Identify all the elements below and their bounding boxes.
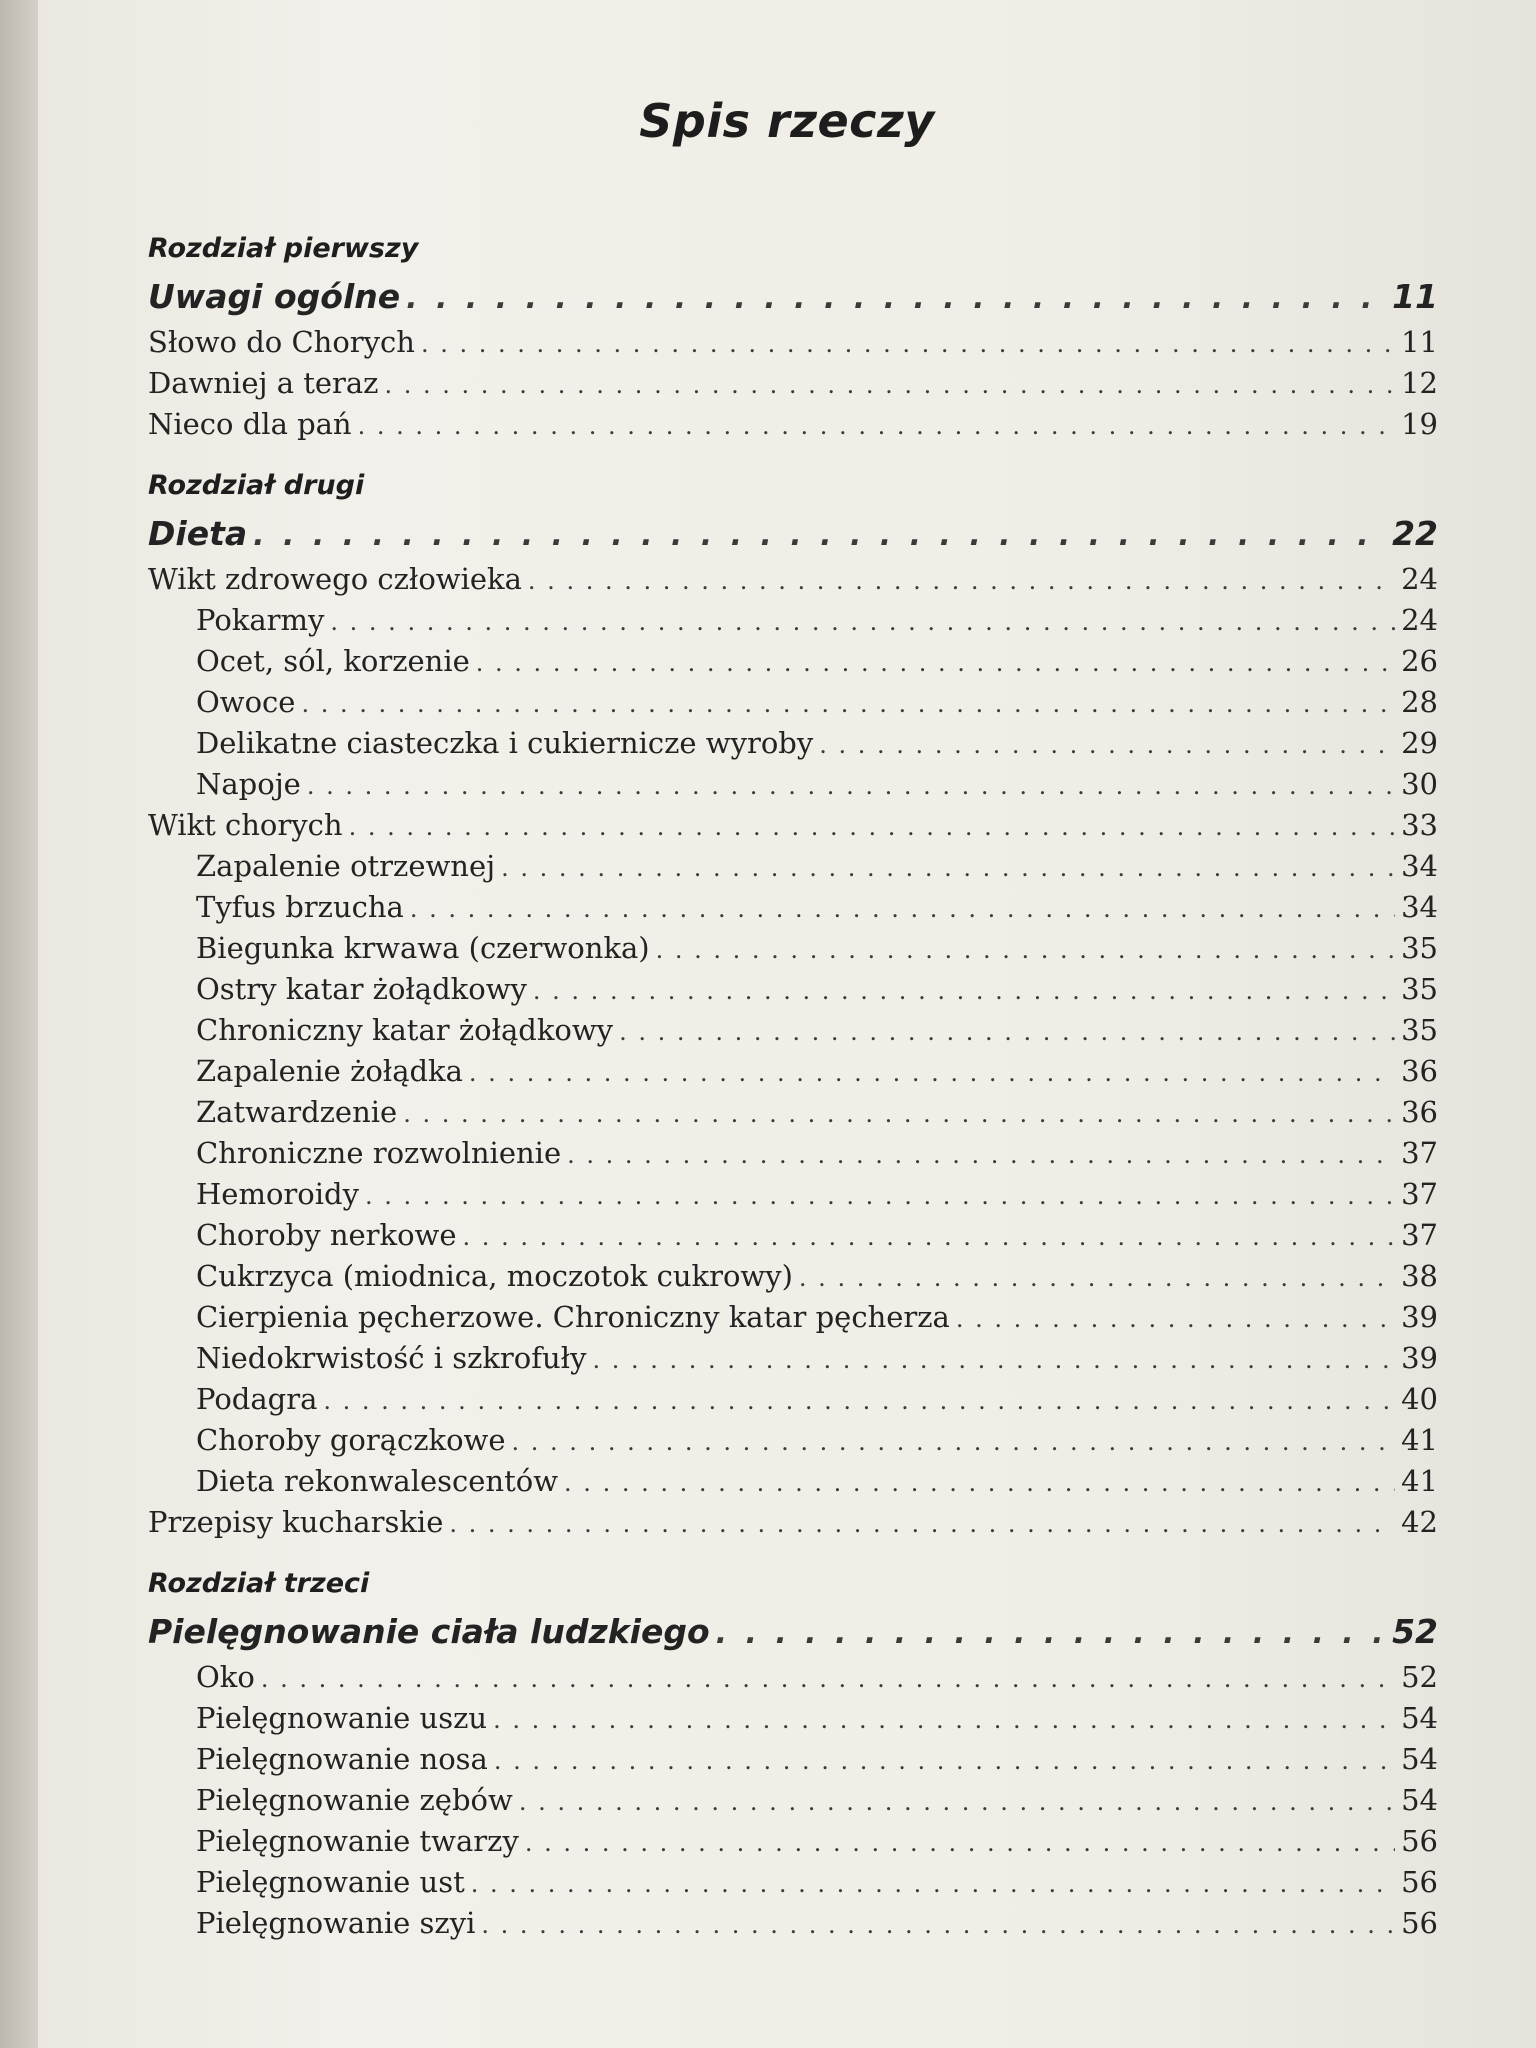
toc-entry [148,363,1438,404]
toc-entry [148,723,1438,764]
toc-entry-title: Pokarmy [196,603,325,637]
chapter-title-row [148,509,1438,559]
leader-dots [365,1176,1395,1217]
leader-dots [519,1782,1395,1823]
leader-dots [619,1012,1395,1053]
toc-entry [148,969,1438,1010]
leader-dots [384,365,1395,406]
toc-entry-title: Cierpienia pęcherzowe. Chroniczny katar pęcherza [196,1300,950,1334]
toc-entry [148,1821,1438,1862]
toc-entry-page-number: 37 [1401,1136,1438,1170]
leader-dots [406,274,1386,324]
toc-entry [148,1739,1438,1780]
toc-entry-title: Zapalenie otrzewnej [196,849,496,883]
toc-entry-page-number: 33 [1401,808,1438,842]
toc-entry [148,1010,1438,1051]
toc-entry-title: Cukrzyca (miodnica, moczotok cukrowy) [196,1259,793,1293]
toc-entry-page-number: 52 [1401,1660,1438,1694]
toc-entry [148,764,1438,805]
toc-entry [148,1051,1438,1092]
leader-dots [463,1217,1396,1258]
toc-entry-page-number: 40 [1401,1382,1438,1416]
table-of-contents [148,226,1438,1944]
chapter-page-number: 22 [1392,514,1438,553]
toc-entry [148,559,1438,600]
toc-entry-page-number: 41 [1401,1423,1438,1457]
leader-dots [567,1135,1395,1176]
chapter-label: Rozdział drugi [148,470,365,501]
toc-entry-page-number: 26 [1401,644,1438,678]
toc-entry-page-number: 30 [1401,767,1438,801]
toc-entry-title: Wikt zdrowego człowieka [148,562,522,596]
toc-entry [148,1502,1438,1543]
toc-entry-title: Podagra [196,1382,318,1416]
leader-dots [494,1741,1395,1782]
toc-entry-page-number: 39 [1401,1300,1438,1334]
toc-entry-page-number: 36 [1401,1054,1438,1088]
toc-entry [148,1657,1438,1698]
toc-entry-page-number: 35 [1401,931,1438,965]
toc-entry-page-number: 42 [1401,1505,1438,1539]
leader-dots [533,971,1395,1012]
toc-entry-page-number: 34 [1401,890,1438,924]
toc-entry [148,1780,1438,1821]
toc-entry-page-number: 38 [1401,1259,1438,1293]
leader-dots [253,511,1386,561]
toc-entry [148,1215,1438,1256]
toc-entry-title: Pielęgnowanie nosa [196,1742,488,1776]
toc-entry [148,928,1438,969]
toc-entry-title: Delikatne ciasteczka i cukiernicze wyroby [196,726,814,760]
chapter-title: Uwagi ogólne [148,277,401,316]
toc-entry-title: Niedokrwistość i szkrofuły [196,1341,587,1375]
toc-entry [148,600,1438,641]
leader-dots [481,1905,1395,1946]
book-gutter [0,0,38,2048]
toc-entry-page-number: 56 [1401,1865,1438,1899]
chapter-title: Dieta [148,514,248,553]
toc-entry [148,1903,1438,1944]
leader-dots [323,1381,1395,1422]
toc-entry-title: Pielęgnowanie szyi [196,1906,476,1940]
toc-entry [148,404,1438,445]
toc-entry [148,1092,1438,1133]
leader-dots [564,1463,1395,1504]
toc-entry-title: Pielęgnowanie twarzy [196,1824,519,1858]
toc-entry [148,1256,1438,1297]
toc-entry-title: Ocet, sól, korzenie [196,644,470,678]
toc-entry-title: Pielęgnowanie uszu [196,1701,488,1735]
toc-entry-page-number: 28 [1401,685,1438,719]
toc-entry-title: Hemoroidy [196,1177,359,1211]
toc-entry [148,1698,1438,1739]
toc-entry-page-number: 54 [1401,1701,1438,1735]
toc-entry [148,846,1438,887]
toc-entry [148,1297,1438,1338]
toc-entry-title: Tyfus brzucha [196,890,404,924]
toc-entry-title: Ostry katar żołądkowy [196,972,527,1006]
toc-entry-title: Choroby nerkowe [196,1218,457,1252]
leader-dots [592,1340,1395,1381]
toc-entry-page-number: 54 [1401,1783,1438,1817]
book-page [38,0,1536,2048]
toc-entry-title: Choroby gorączkowe [196,1423,506,1457]
toc-entry-page-number: 54 [1401,1742,1438,1776]
leader-dots [469,1053,1395,1094]
leader-dots [261,1659,1395,1700]
toc-entry [148,1379,1438,1420]
leader-dots [501,848,1395,889]
toc-entry [148,1338,1438,1379]
toc-entry [148,1133,1438,1174]
chapter-label: Rozdział pierwszy [148,233,419,264]
toc-entry-title: Oko [196,1660,255,1694]
toc-entry-page-number: 35 [1401,972,1438,1006]
leader-dots [799,1258,1395,1299]
leader-dots [471,1864,1395,1905]
toc-entry-page-number: 56 [1401,1824,1438,1858]
toc-entry-page-number: 41 [1401,1464,1438,1498]
toc-entry [148,322,1438,363]
leader-dots [349,807,1396,848]
toc-entry-title: Pielęgnowanie ust [196,1865,465,1899]
leader-dots [410,889,1395,930]
page-title: Spis rzeczy [639,94,935,148]
toc-entry-title: Napoje [196,767,301,801]
leader-dots [956,1299,1395,1340]
leader-dots [525,1823,1395,1864]
leader-dots [449,1504,1395,1545]
toc-entry [148,1174,1438,1215]
toc-entry [148,682,1438,723]
leader-dots [301,684,1395,725]
toc-entry-title: Biegunka krwawa (czerwonka) [196,931,650,965]
leader-dots [358,406,1395,447]
chapter-page-number: 52 [1392,1612,1438,1651]
toc-entry-title: Chroniczny katar żołądkowy [196,1013,614,1047]
toc-entry [148,1420,1438,1461]
toc-entry-title: Dawniej a teraz [148,366,379,400]
toc-entry-page-number: 11 [1401,325,1438,359]
toc-entry-title: Wikt chorych [148,808,343,842]
toc-entry-title: Dieta rekonwalescentów [196,1464,559,1498]
toc-entry [148,641,1438,682]
leader-dots [307,766,1395,807]
leader-dots [493,1700,1395,1741]
toc-entry-page-number: 37 [1401,1218,1438,1252]
toc-entry-title: Przepisy kucharskie [148,1505,444,1539]
toc-entry-page-number: 39 [1401,1341,1438,1375]
toc-entry-page-number: 36 [1401,1095,1438,1129]
toc-entry-page-number: 56 [1401,1906,1438,1940]
toc-entry-title: Pielęgnowanie zębów [196,1783,513,1817]
chapter-title: Pielęgnowanie ciała ludzkiego [148,1612,710,1651]
toc-entry-page-number: 12 [1401,366,1438,400]
toc-entry-title: Nieco dla pań [148,407,352,441]
toc-entry-title: Słowo do Chorych [148,325,415,359]
toc-entry [148,1461,1438,1502]
chapter-label: Rozdział trzeci [148,1568,370,1599]
toc-entry-title: Zatwardzenie [196,1095,398,1129]
toc-entry-title: Chroniczne rozwolnienie [196,1136,562,1170]
leader-dots [819,725,1395,766]
toc-entry-page-number: 34 [1401,849,1438,883]
leader-dots [403,1094,1395,1135]
toc-entry-page-number: 35 [1401,1013,1438,1047]
chapter-title-row [148,1607,1438,1657]
toc-entry-page-number: 37 [1401,1177,1438,1211]
leader-dots [330,602,1395,643]
toc-entry-page-number: 29 [1401,726,1438,760]
toc-entry-page-number: 19 [1401,407,1438,441]
leader-dots [716,1609,1386,1659]
toc-entry-title: Owoce [196,685,296,719]
toc-entry-title: Zapalenie żołądka [196,1054,463,1088]
toc-entry [148,887,1438,928]
chapter-title-row [148,272,1438,322]
leader-dots [528,561,1395,602]
toc-entry [148,805,1438,846]
leader-dots [656,930,1395,971]
leader-dots [512,1422,1396,1463]
toc-entry-page-number: 24 [1401,562,1438,596]
leader-dots [421,324,1395,365]
toc-entry [148,1862,1438,1903]
leader-dots [476,643,1395,684]
chapter-page-number: 11 [1392,277,1438,316]
toc-entry-page-number: 24 [1401,603,1438,637]
